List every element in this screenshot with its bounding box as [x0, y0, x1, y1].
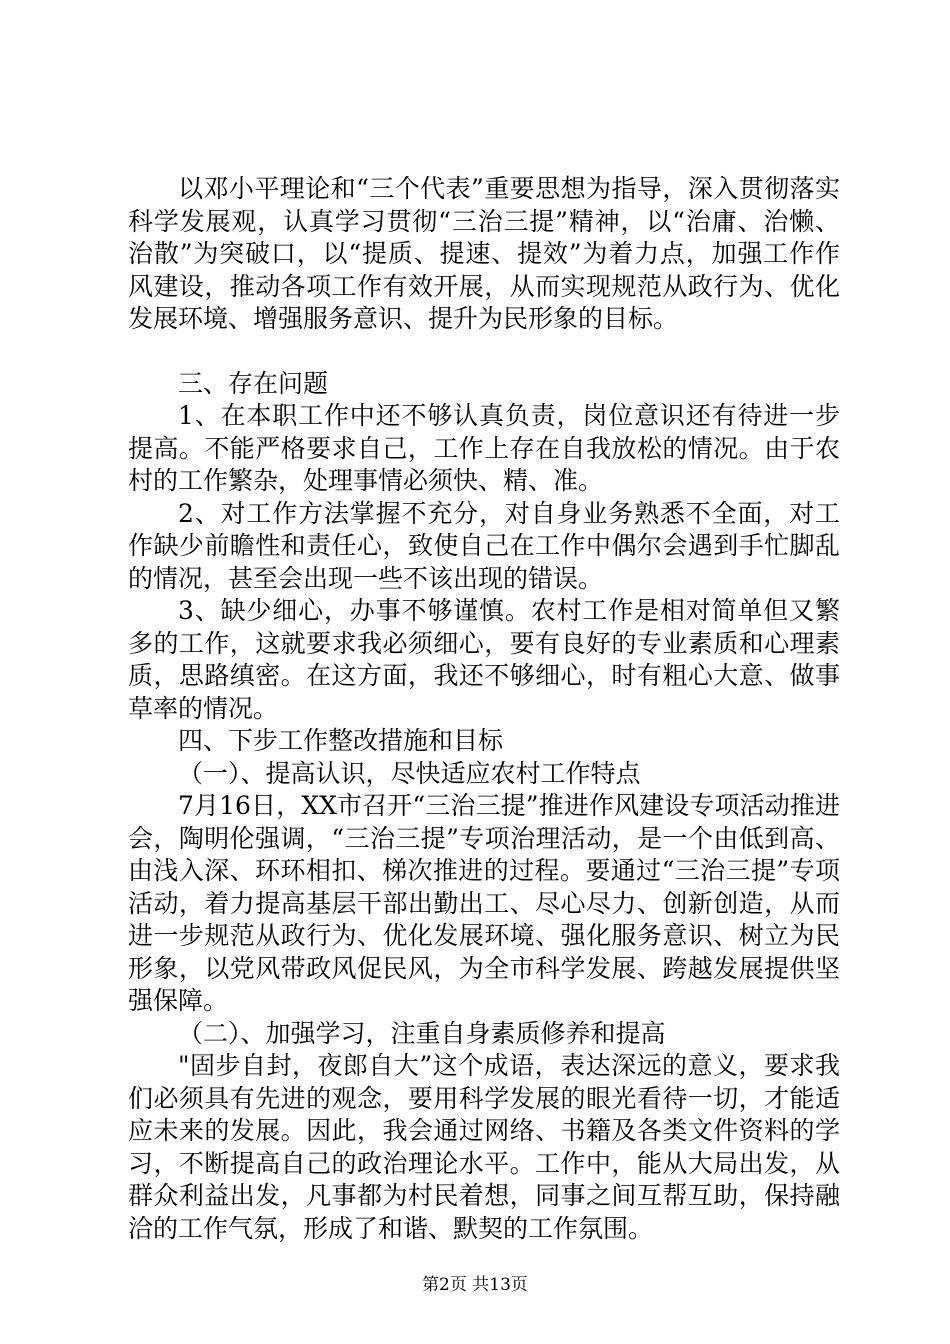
page-number-footer: 第2页 共13页 [422, 1275, 528, 1295]
problem-item-2: 2、对工作方法掌握不充分，对自身业务熟悉不全面，对工作缺少前瞻性和责任心，致使自己在工作中偶尔会遇到手忙脚乱的情况，甚至会出现一些不该出现的错误。 [128, 498, 840, 593]
problem-item-1: 1、在本职工作中还不够认真负责，岗位意识还有待进一步提高。不能严格要求自己，工作上存在自我放松的情况。由于农村的工作繁杂，处理事情必须快、精、准。 [128, 401, 840, 495]
paragraph-learning-detail: "固步自封，夜郎自大”这个成语，表达深远的意义，要求我们必须具有先进的观念，要用科学发展的眼光看待一切，才能适应未来的发展。因此，我会通过网络、书籍及各类文件资料的学习，不断提高自己的政治理论水平。工作中，能从大局出发，从群众利益出发，凡事都为村民着想，同事之间互帮互助，保持融洽的工作气氛，形成了和谐、默契的工作氛围。 [128, 1051, 840, 1243]
subheading-improve-awareness: （一）、提高认识，尽快适应农村工作特点 [178, 758, 641, 788]
section-heading-rectification-measures: 四、下步工作整改措施和目标 [178, 726, 504, 755]
section-heading-existing-problems: 三、存在问题 [178, 368, 329, 398]
paragraph-promotion-meeting: 7月16日，XX市召开“三治三提”推进作风建设专项活动推进会，陶明伦强调，“三治三提”专项治理活动，是一个由低到高、由浅入深、环环相扣、梯次推进的过程。要通过“三治三提”专项活动，着力提高基层干部出勤出工、尽心尽力、创新创造，从而进一步规范从政行为、优化发展环境、强化服务意识、树立为民形象，以党风带政风促民风，为全市科学发展、跨越发展提供坚强保障。 [128, 791, 840, 1015]
problem-item-3: 3、缺少细心，办事不够谨慎。农村工作是相对简单但又繁多的工作，这就要求我必须细心，要有良好的专业素质和心理素质，思路缜密。在这方面，我还不够细心，时有粗心大意、做事草率的情况。 [128, 596, 840, 723]
paragraph-guiding-principle: 以邓小平理论和“三个代表”重要思想为指导，深入贯彻落实科学发展观，认真学习贯彻“三治三提”精神，以“治庸、治懒、治散”为突破口，以“提质、提速、提效”为着力点，加强工作作风建设，推动各项工作有效开展，从而实现规范从政行为、优化发展环境、增强服务意识、提升为民形象的目标。 [128, 174, 840, 333]
document-body [128, 173, 840, 1245]
subheading-strengthen-learning: （二）、加强学习，注重自身素质修养和提高 [178, 1018, 666, 1048]
